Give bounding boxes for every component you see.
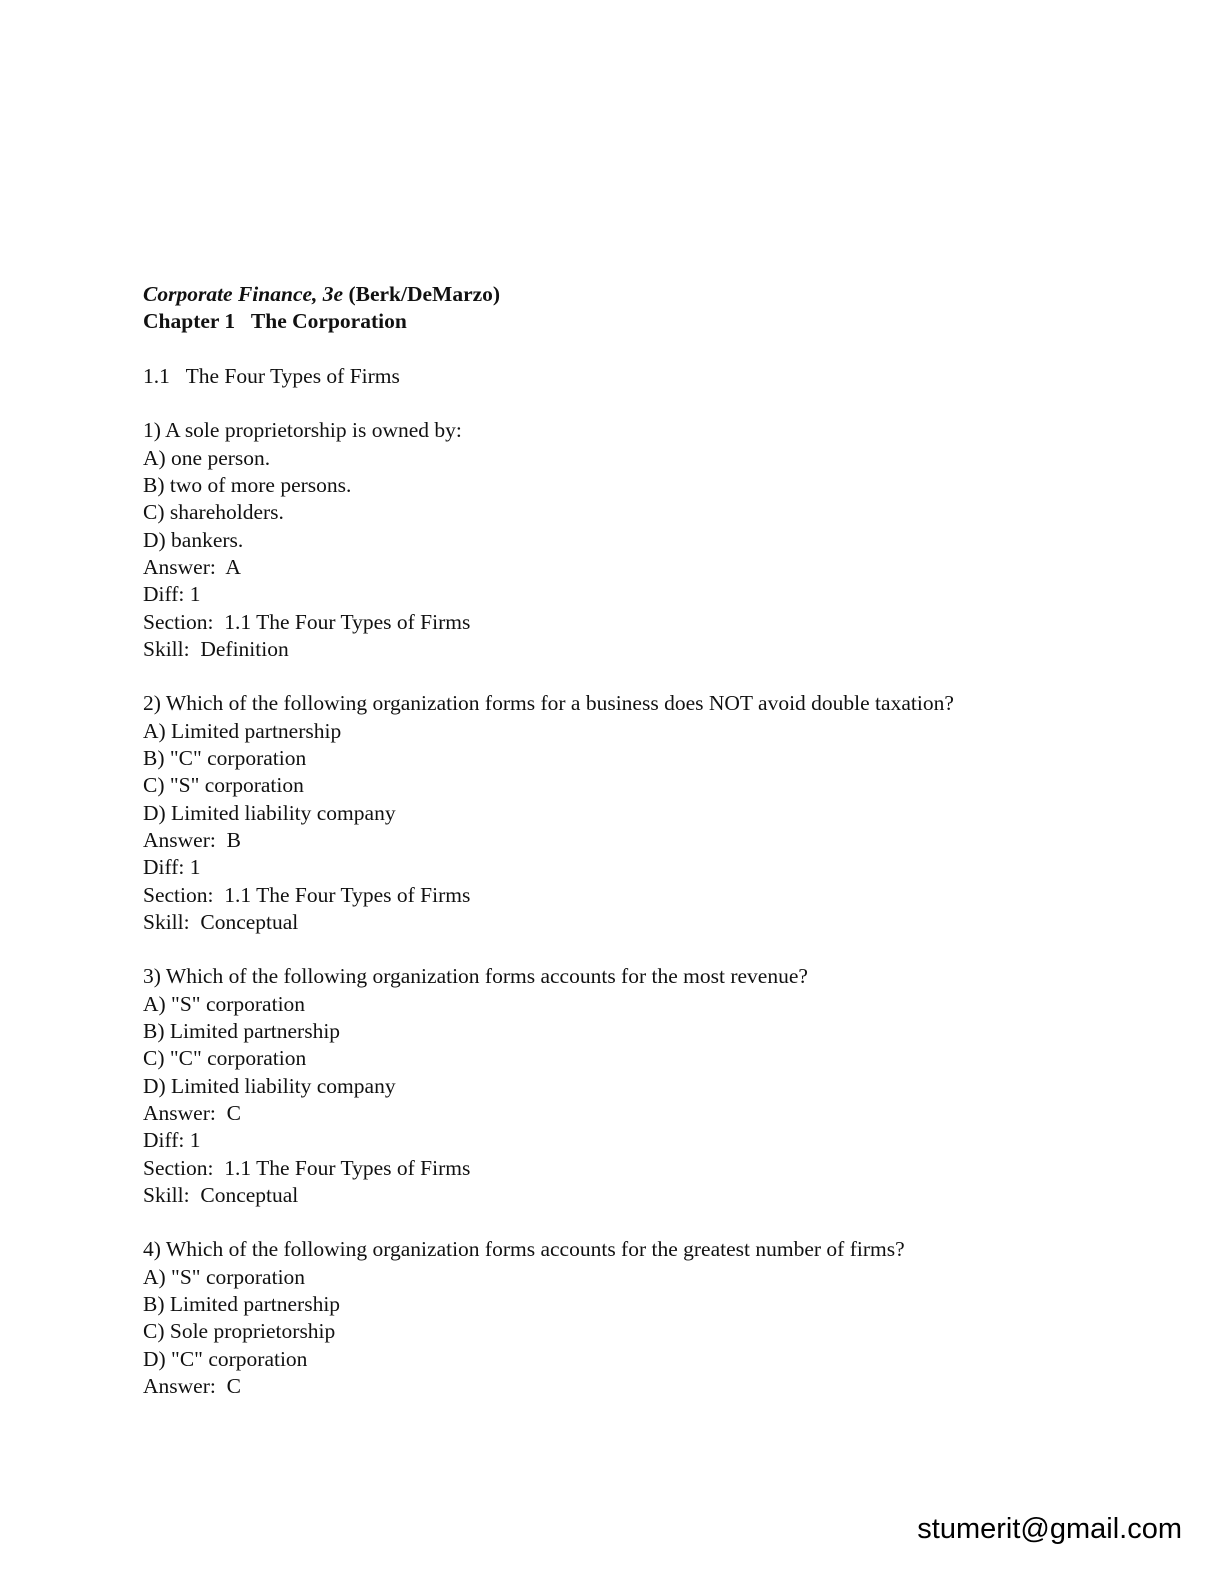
skill: Skill: Definition: [143, 636, 289, 661]
option-a: A) one person.: [143, 445, 271, 470]
option-c: C) Sole proprietorship: [143, 1319, 336, 1344]
option-b: B) "C" corporation: [143, 746, 307, 771]
option-d: D) Limited liability company: [143, 800, 396, 825]
skill: Skill: Conceptual: [143, 909, 299, 934]
question-stem: 2) Which of the following organization forms for a business does NOT avoid double taxation?: [143, 691, 954, 716]
section-heading: 1.1 The Four Types of Firms: [143, 363, 400, 388]
question-stem: 3) Which of the following organization forms accounts for the most revenue?: [143, 964, 808, 989]
option-d: D) Limited liability company: [143, 1073, 396, 1098]
section-ref: Section: 1.1 The Four Types of Firms: [143, 609, 471, 634]
section-ref: Section: 1.1 The Four Types of Firms: [143, 1155, 471, 1180]
difficulty: Diff: 1: [143, 1128, 201, 1153]
question-1: [143, 417, 1143, 663]
option-b: B) two of more persons.: [143, 473, 352, 498]
skill: Skill: Conceptual: [143, 1182, 299, 1207]
question-2: [143, 690, 1143, 936]
difficulty: Diff: 1: [143, 582, 201, 607]
option-b: B) Limited partnership: [143, 1291, 341, 1316]
chapter-title: Chapter 1 The Corporation: [143, 309, 407, 334]
answer: Answer: A: [143, 554, 241, 579]
option-d: D) bankers.: [143, 527, 244, 552]
answer: Answer: C: [143, 1373, 241, 1398]
option-c: C) shareholders.: [143, 500, 284, 525]
option-b: B) Limited partnership: [143, 1019, 341, 1044]
option-d: D) "C" corporation: [143, 1346, 308, 1371]
answer: Answer: B: [143, 827, 241, 852]
question-stem: 1) A sole proprietorship is owned by:: [143, 418, 462, 443]
footer-email: stumerit@gmail.com: [917, 1513, 1182, 1545]
book-authors: (Berk/DeMarzo): [343, 282, 501, 306]
difficulty: Diff: 1: [143, 855, 201, 880]
option-c: C) "C" corporation: [143, 1046, 307, 1071]
question-4: [143, 1236, 1143, 1400]
document-page: [143, 281, 1143, 1400]
option-a: A) "S" corporation: [143, 1264, 306, 1289]
book-title-line: [143, 281, 1143, 308]
question-stem: 4) Which of the following organization forms accounts for the greatest number of firms?: [143, 1237, 905, 1262]
option-a: A) Limited partnership: [143, 718, 342, 743]
book-title: Corporate Finance, 3e: [143, 282, 344, 306]
option-a: A) "S" corporation: [143, 991, 306, 1016]
section-ref: Section: 1.1 The Four Types of Firms: [143, 882, 471, 907]
answer: Answer: C: [143, 1100, 241, 1125]
option-c: C) "S" corporation: [143, 773, 304, 798]
question-3: [143, 963, 1143, 1209]
